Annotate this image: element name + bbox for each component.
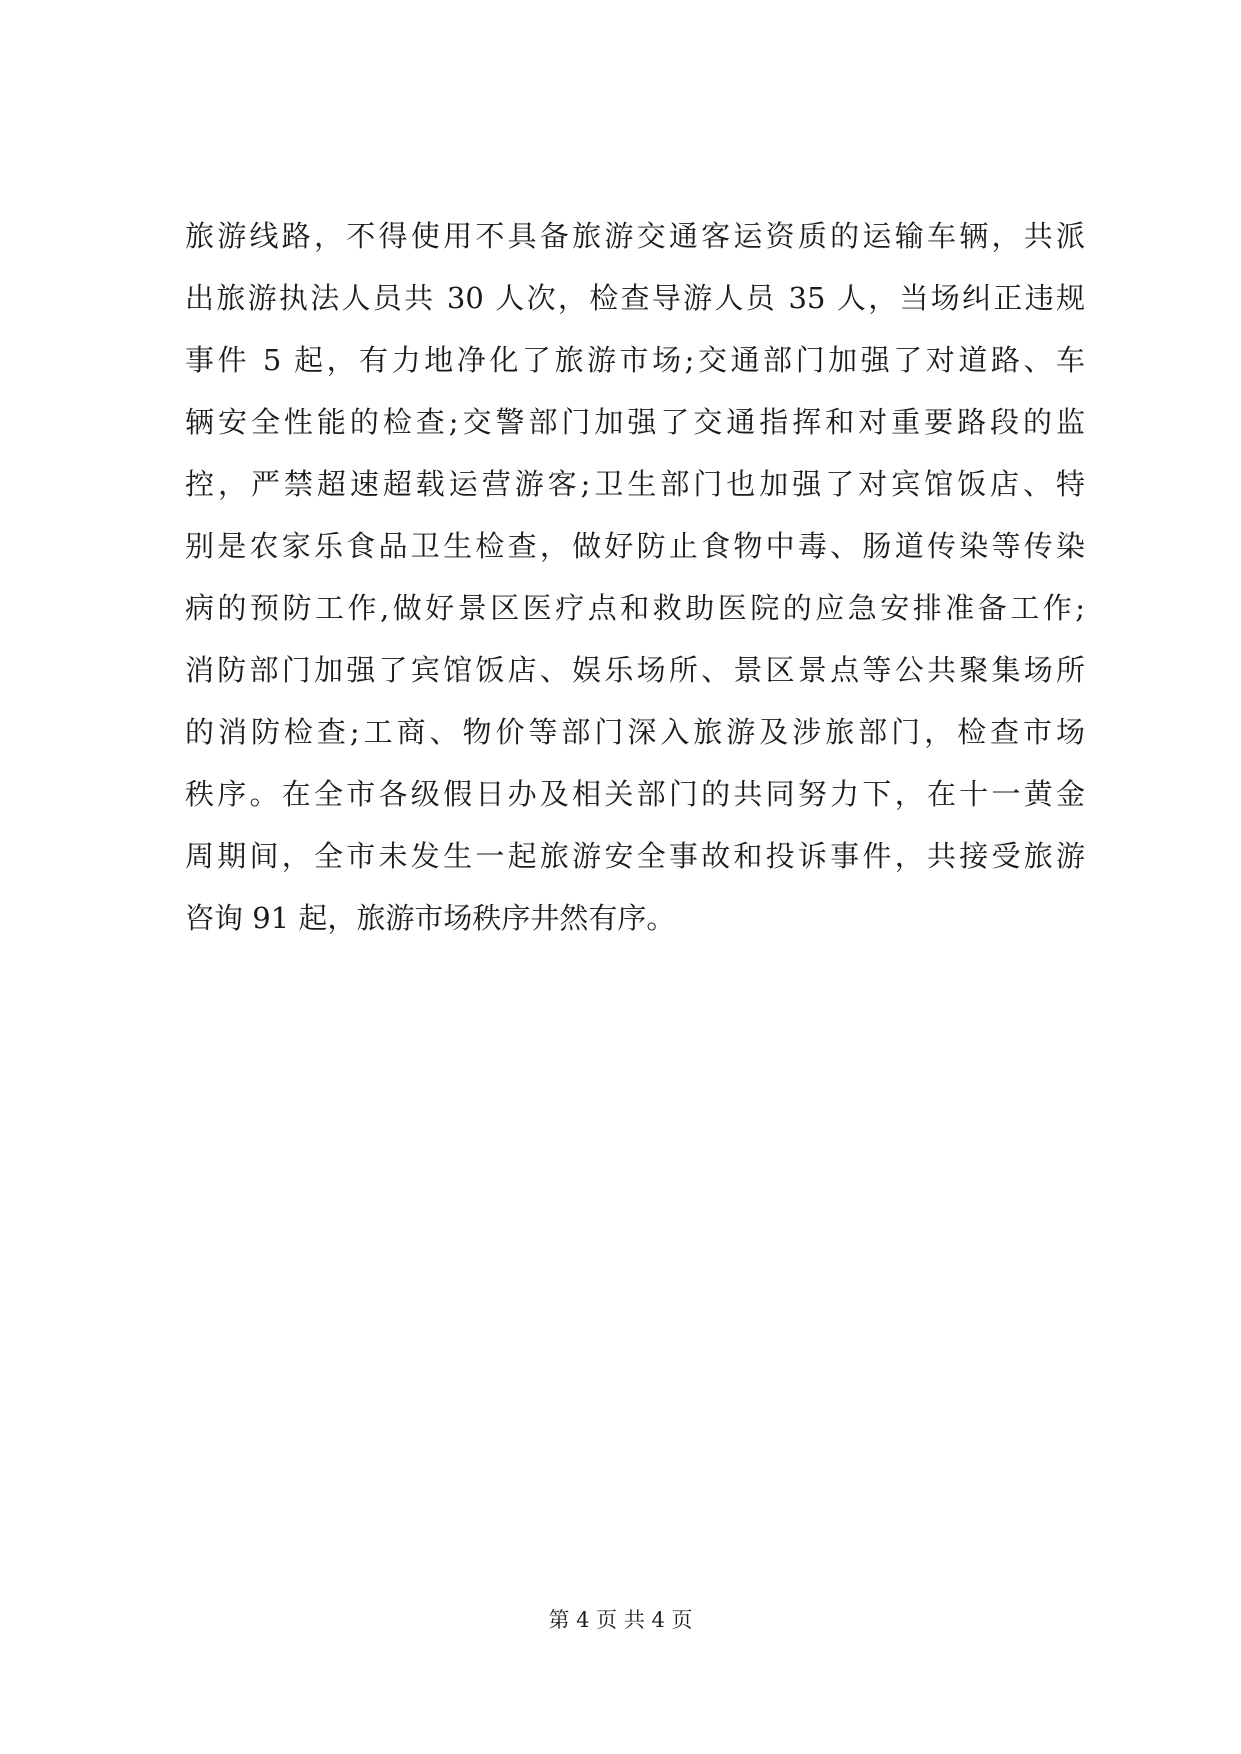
text-line: 控，严禁超速超载运营游客;卫生部门也加强了对宾馆饭店、特	[185, 467, 1085, 501]
text-line: 辆安全性能的检查;交警部门加强了交通指挥和对重要路段的监	[185, 405, 1085, 439]
body-paragraph	[185, 205, 1085, 949]
text-line: 的消防检查;工商、物价等部门深入旅游及涉旅部门，检查市场	[185, 715, 1085, 749]
text-line: 秩序。在全市各级假日办及相关部门的共同努力下，在十一黄金	[185, 777, 1085, 811]
text-line: 病的预防工作,做好景区医疗点和救助医院的应急安排准备工作;	[185, 591, 1085, 625]
text-line: 出旅游执法人员共 30 人次，检查导游人员 35 人，当场纠正违规	[185, 281, 1085, 315]
text-line: 消防部门加强了宾馆饭店、娱乐场所、景区景点等公共聚集场所	[185, 653, 1085, 687]
text-line: 事件 5 起，有力地净化了旅游市场;交通部门加强了对道路、车	[185, 343, 1085, 377]
page-number-footer: 第 4 页 共 4 页	[548, 1608, 693, 1632]
text-line: 周期间，全市未发生一起旅游安全事故和投诉事件，共接受旅游	[185, 839, 1085, 873]
text-line: 别是农家乐食品卫生检查，做好防止食物中毒、肠道传染等传染	[185, 529, 1085, 563]
text-line-last: 咨询 91 起，旅游市场秩序井然有序。	[185, 901, 676, 935]
text-line: 旅游线路，不得使用不具备旅游交通客运资质的运输车辆，共派	[185, 219, 1085, 253]
